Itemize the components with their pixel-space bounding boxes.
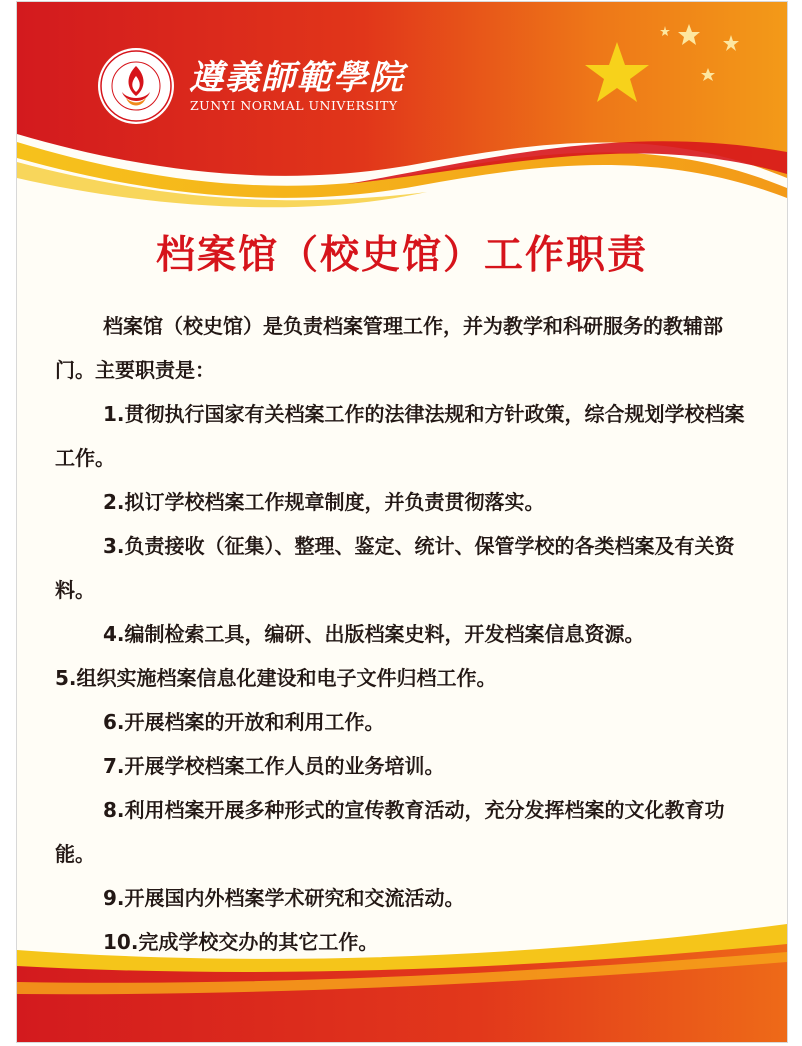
footer-banner xyxy=(17,922,787,1042)
duty-item: 2.拟订学校档案工作规章制度，并负责贯彻落实。 xyxy=(103,490,545,514)
school-name-en: ZUNYI NORMAL UNIVERSITY xyxy=(190,98,398,113)
duty-item: 8.利用档案开展多种形式的宣传教育活动，充分发挥档案的文化教育功能。 xyxy=(55,798,725,866)
page-title: 档案馆（校史馆）工作职责 xyxy=(155,233,648,278)
notice-board xyxy=(17,2,787,1042)
duty-item: 9.开展国内外档案学术研究和交流活动。 xyxy=(103,886,465,910)
school-name-cn: 遵義師範學院 xyxy=(189,58,405,98)
duty-item: 4.编制检索工具，编研、出版档案史料，开发档案信息资源。 xyxy=(103,622,645,646)
duty-item: 10.完成学校交办的其它工作。 xyxy=(103,930,379,954)
school-seal-icon xyxy=(96,46,176,126)
duty-item: 5.组织实施档案信息化建设和电子文件归档工作。 xyxy=(55,666,497,690)
duty-item: 3.负责接收（征集）、整理、鉴定、统计、保管学校的各类档案及有关资料。 xyxy=(55,534,735,602)
paragraph-intro: 档案馆（校史馆）是负责档案管理工作，并为教学和科研服务的教辅部门。主要职责是： xyxy=(55,314,723,382)
duty-item: 1.贯彻执行国家有关档案工作的法律法规和方针政策，综合规划学校档案工作。 xyxy=(55,402,745,470)
duties-text xyxy=(55,304,755,964)
duty-item: 7.开展学校档案工作人员的业务培训。 xyxy=(103,754,445,778)
duty-item: 6.开展档案的开放和利用工作。 xyxy=(103,710,385,734)
